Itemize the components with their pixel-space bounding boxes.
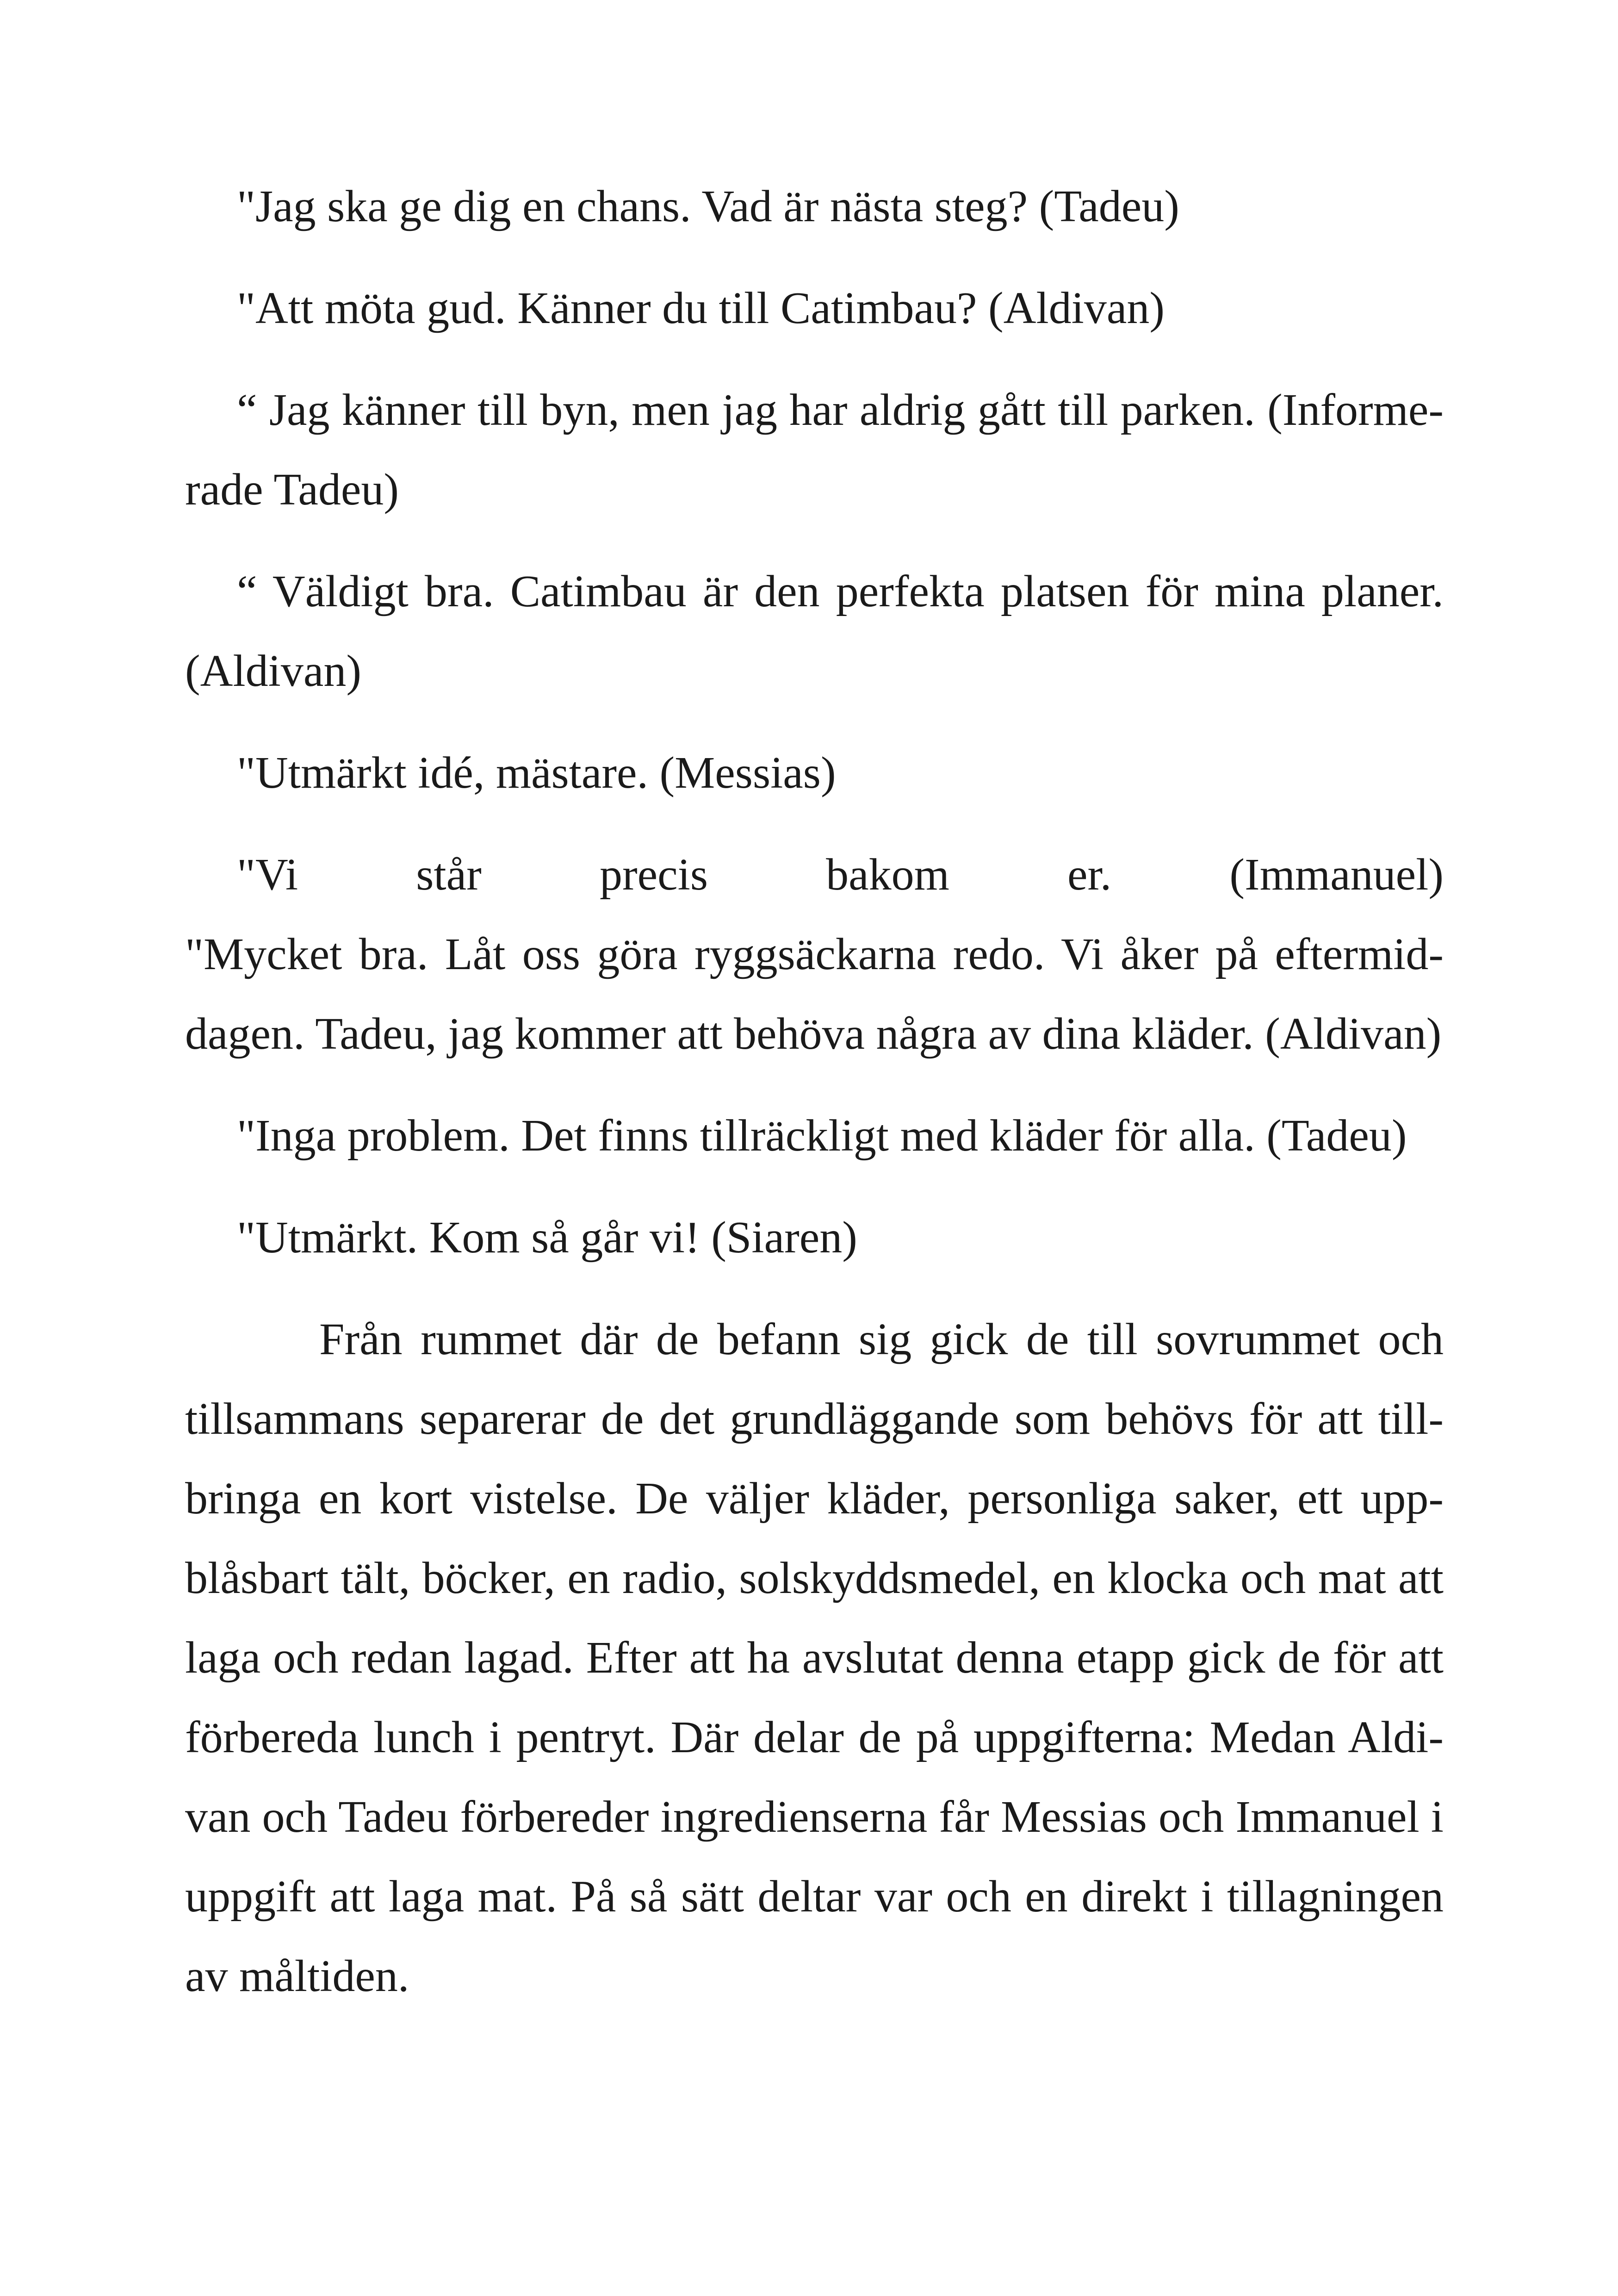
dialogue-line-tadeu-chance: "Jag ska ge dig en chans. Vad är nästa steg? (Tadeu) — [237, 181, 1179, 231]
dialogue-line-aldivan-catimbau: "Att möta gud. Känner du till Catimbau? (Aldivan) — [237, 283, 1165, 333]
dialogue-line-tadeu-clothes: "Inga problem. Det finns tillräckligt med kläder för alla. (Tadeu) — [237, 1111, 1407, 1161]
dialogue-line-aldivan-backpacks: "Mycket bra. Låt oss göra ryggsäckarna redo. Vi åker på eftermiddagen. Tadeu, jag kommer att behöva några av dina kläder. (Aldivan) — [185, 929, 1444, 1059]
document-page — [185, 167, 1444, 2038]
dialogue-line-messias: "Utmärkt idé, mästare. (Messias) — [237, 748, 836, 798]
narrative-paragraph: Från rummet där de befann sig gick de till sovrummet och tillsammans separerar de det grundläggande som behövs för att tillbringa en kort vistelse. De väljer kläder, personliga saker, ett uppblåsbart tält, böcker, en radio, solskyddsmedel, en klocka och mat att laga och redan lagad. Efter att ha avslutat denna etapp gick de för att förbereda lunch i pentryt. Där delar de på uppgifterna: Medan Aldivan och Tadeu förbereder ingredienserna får Messias och Immanuel i uppgift att laga mat. På så sätt deltar var och en direkt i tillagningen av måltiden. — [185, 1314, 1444, 2001]
dialogue-line-immanuel: "Vi står precis bakom er. (Immanuel) — [237, 850, 1444, 900]
dialogue-line-aldivan-plans: “ Väldigt bra. Catimbau är den perfekta platsen för mina planer. (Aldivan) — [185, 566, 1444, 696]
dialogue-line-siaren: "Utmärkt. Kom så går vi! (Siaren) — [237, 1213, 857, 1263]
dialogue-line-tadeu-village: “ Jag känner till byn, men jag har aldrig gått till parken. (Informerade Tadeu) — [185, 385, 1444, 515]
